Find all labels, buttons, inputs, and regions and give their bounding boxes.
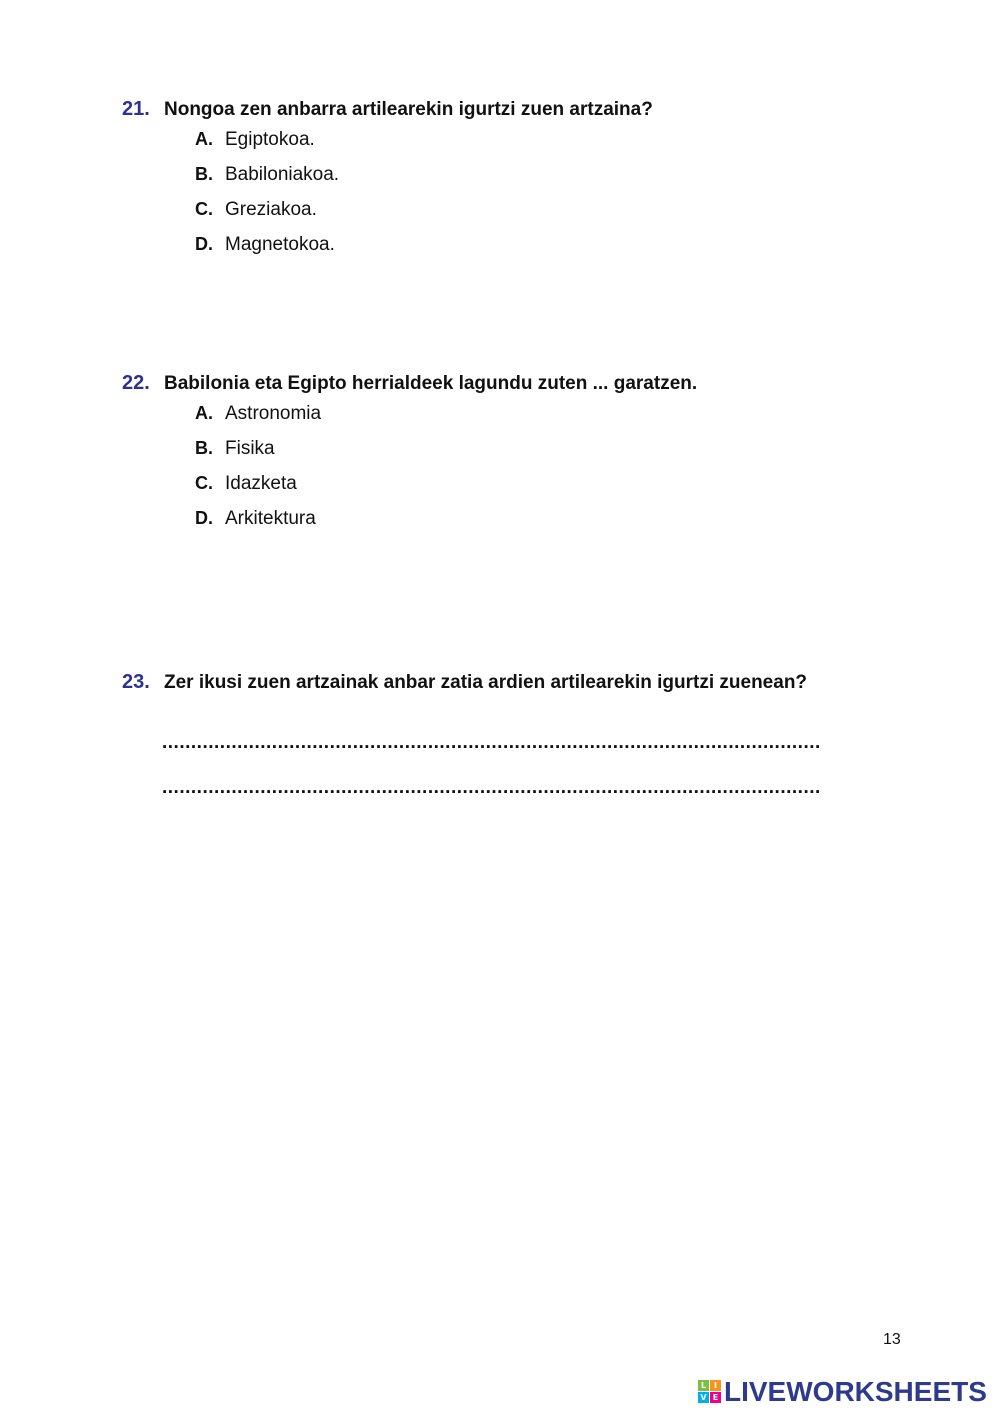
brand-text: LIVEWORKSHEETS [724, 1376, 987, 1407]
option-text: Greziakoa. [225, 199, 317, 220]
option-letter: C. [195, 473, 213, 493]
question-text: Zer ikusi zuen artzainak anbar zatia ardien artilearekin igurtzi zuenean? [164, 672, 808, 693]
option-letter: B. [195, 164, 213, 184]
liveworksheets-icon [698, 1380, 722, 1404]
option-c[interactable] [195, 199, 653, 234]
answer-line-2[interactable]: .................................................................................................................. [162, 778, 821, 798]
option-letter: D. [195, 234, 213, 254]
option-letter: B. [195, 438, 213, 458]
question-number: 22. [122, 372, 150, 394]
option-text: Babiloniakoa. [225, 164, 340, 185]
answer-line-1[interactable]: .................................................................................................................. [162, 733, 821, 753]
option-text: Fisika [225, 438, 275, 459]
question-number: 23. [122, 671, 150, 693]
options-list [122, 129, 653, 269]
options-list [122, 403, 697, 543]
question-23 [122, 671, 807, 694]
option-d[interactable] [195, 234, 653, 269]
option-c[interactable] [195, 473, 697, 508]
option-text: Magnetokoa. [225, 234, 335, 255]
logo-letter-v: V [698, 1392, 709, 1403]
logo-letter-i: I [710, 1380, 721, 1391]
option-b[interactable] [195, 164, 653, 199]
option-a[interactable] [195, 129, 653, 164]
option-text: Egiptokoa. [225, 129, 315, 150]
option-b[interactable] [195, 438, 697, 473]
question-number: 21. [122, 98, 150, 120]
logo-letter-e: E [710, 1392, 721, 1403]
option-a[interactable] [195, 403, 697, 438]
question-text: Babilonia eta Egipto herrialdeek lagundu zuten ... garatzen. [164, 373, 698, 394]
option-text: Arkitektura [225, 508, 316, 529]
question-22 [122, 372, 697, 543]
option-letter: D. [195, 508, 213, 528]
option-letter: A. [195, 403, 213, 423]
option-letter: C. [195, 199, 213, 219]
option-text: Idazketa [225, 473, 297, 494]
liveworksheets-logo [698, 1376, 987, 1408]
question-text: Nongoa zen anbarra artilearekin igurtzi zuen artzaina? [164, 99, 653, 120]
page-number: 13 [883, 1331, 901, 1348]
logo-letter-l: L [698, 1380, 709, 1391]
question-21 [122, 98, 653, 269]
option-letter: A. [195, 129, 213, 149]
option-d[interactable] [195, 508, 697, 543]
option-text: Astronomia [225, 403, 322, 424]
